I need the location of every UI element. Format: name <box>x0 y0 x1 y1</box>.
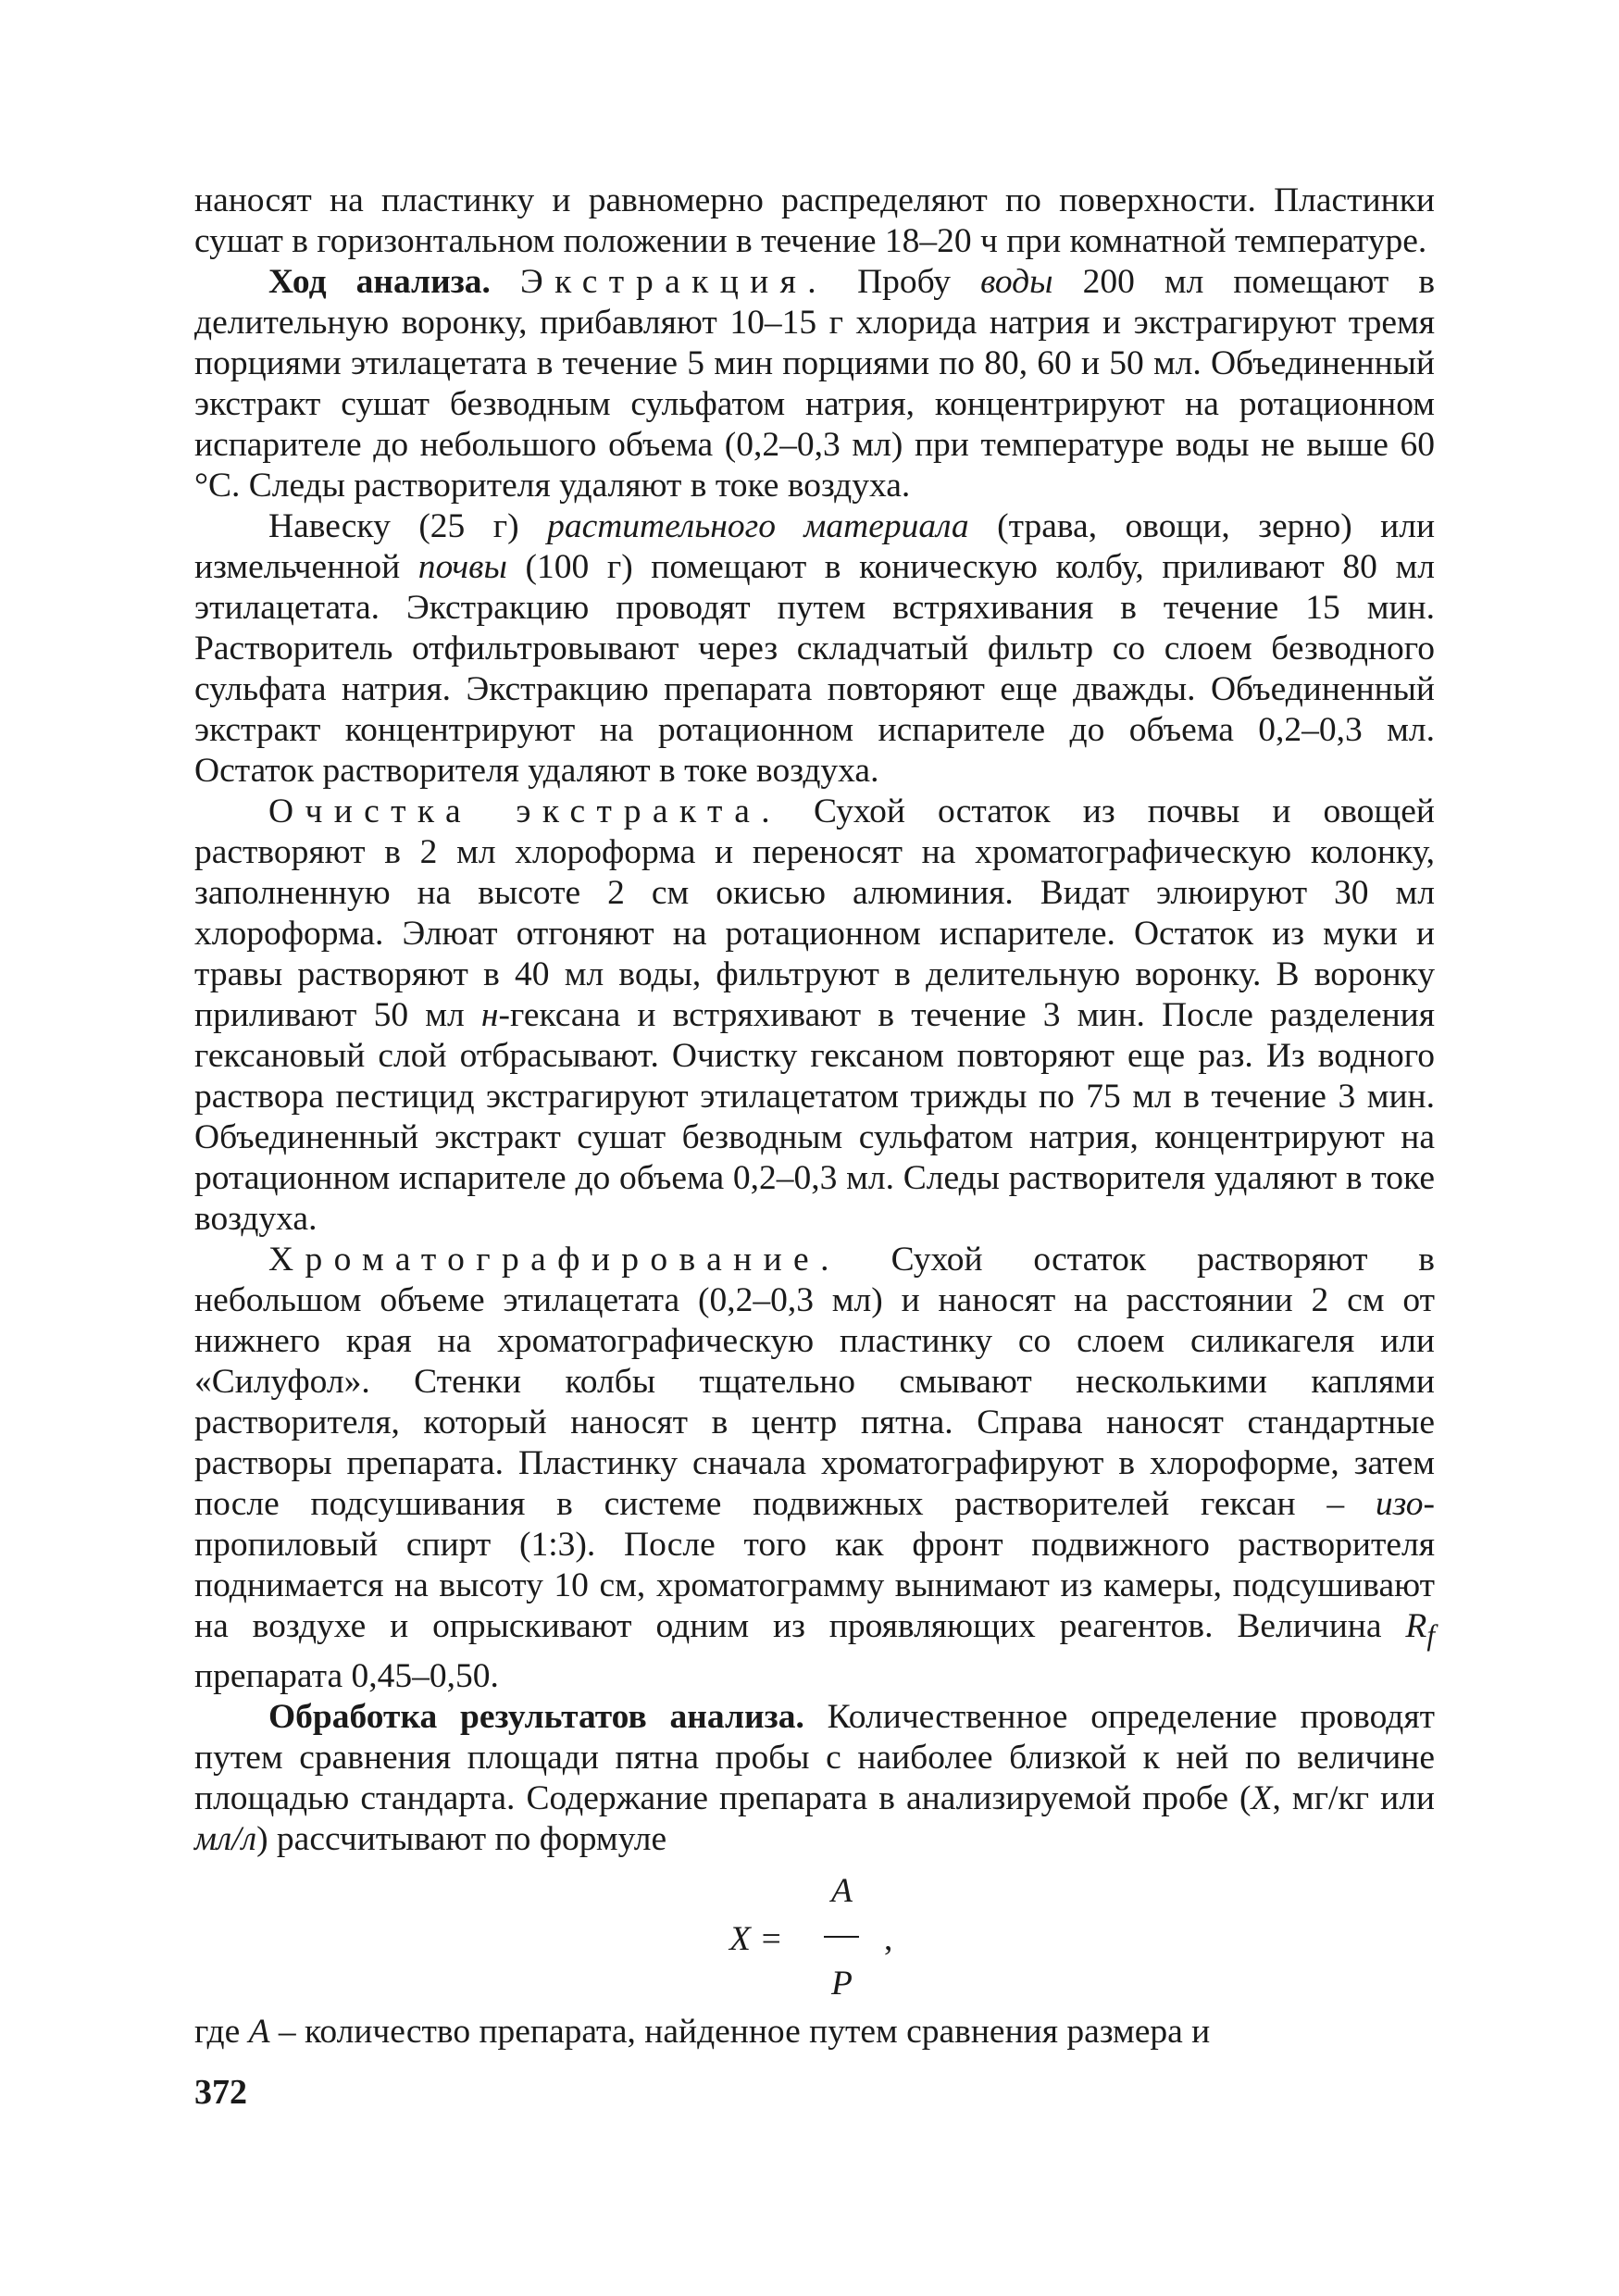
paragraph-continuation <box>194 181 1435 262</box>
subsection-heading: Экстракция. <box>519 263 828 301</box>
section-heading: Обработка результатов анализа. <box>268 1697 804 1736</box>
paragraph-text: Количественное определение проводят путем сравнения площади пятна пробы с наиболее близкой к ней по величине площадью стандарта. Содержание препарата в анализируемой пробе ( <box>194 1697 1436 1817</box>
paragraph-chromatography <box>194 1240 1435 1697</box>
italic-term: X <box>1251 1778 1273 1817</box>
formula-numerator: A <box>831 1871 853 1910</box>
paragraph-text: -гексана и встряхивают в течение 3 мин. После разделения гексановый слой отбрасывают. Очистку гексаном повторяют еще раз. Из водного раствора пестицид экстрагируют этилацетатом трижды по 75 мл в течение 3 мин. Объединенный экстракт сушат безводным сульфатом натрия, концентрируют на ротационном испарителе до объема 0,2–0,3 мл. Следы растворителя удаляют в токе воздуха. <box>194 996 1435 1238</box>
paragraph-text: – количество препарата, найденное путем сравнения размера и <box>278 2012 1211 2051</box>
formula <box>194 1867 1435 2006</box>
subsection-heading: Очистка экстракта. <box>268 792 781 830</box>
italic-term: изо <box>1375 1485 1424 1523</box>
paragraph-text: где <box>194 2012 241 2051</box>
paragraph-text: ) рассчитывают по формуле <box>256 1819 667 1858</box>
paragraph-text: -пропиловый спирт (1:3). После того как фронт подвижного растворителя поднимается на высоту 10 см, хроматограмму вынимают из камеры, подсушивают на воздухе и опрыскивают одним из проявляющих реагентов. Величина <box>194 1485 1435 1645</box>
paragraph-text: Сухой остаток растворяют в небольшом объеме этилацетата (0,2–0,3 мл) и наносят на расстоянии 2 см от нижнего края на хроматографическую пластинку со слоем силикагеля или «Силуфол». Стенки колбы тщательно смывают несколькими каплями растворителя, который наносят в центр пятна. Справа наносят стандартные растворы препарата. Пластинку сначала хроматографируют в хлороформе, затем после подсушивания в системе подвижных растворителей гексан – <box>194 1241 1436 1523</box>
italic-term: н <box>480 996 499 1034</box>
paragraph-extract-cleanup <box>194 792 1435 1240</box>
paragraph-text: , мг/кг или <box>1272 1778 1436 1817</box>
italic-term: воды <box>980 263 1053 301</box>
formula-lhs: X = <box>729 1919 783 1958</box>
paragraph-analysis-procedure <box>194 262 1435 506</box>
section-heading: Ход анализа. <box>268 263 491 301</box>
rf-symbol: $R_f$ <box>1405 1607 1435 1652</box>
italic-term: почвы <box>417 548 507 586</box>
italic-term: растительного материала <box>547 507 969 545</box>
paragraph-text: препарата 0,45–0,50. <box>194 1656 499 1695</box>
paragraph-text: (100 г) помещают в коническую колбу, приливают 80 мл этилацетата. Экстракцию проводят путем встряхивания в течение 15 мин. Растворитель отфильтровывают через складчатый фильтр со слоем безводного сульфата натрия. Экстракцию препарата повторяют еще дважды. Объединенный экстракт концентрируют на ротационном испарителе до объема 0,2–0,3 мл. Остаток растворителя удаляют в токе воздуха. <box>194 548 1435 790</box>
page-body <box>194 181 1435 2053</box>
paragraph-text: Навеску (25 г) <box>268 507 519 545</box>
italic-term: А <box>248 2012 270 2051</box>
formula-comma: , <box>884 1919 893 1958</box>
fraction-bar <box>824 1936 859 1938</box>
paragraph-plant-soil <box>194 506 1435 792</box>
italic-term: мл/л <box>194 1819 257 1858</box>
paragraph-text: (трава, овощи, зерно) или измельченной <box>194 507 1436 586</box>
paragraph-text: Пробу <box>857 263 952 301</box>
page-number: 372 <box>194 2073 247 2112</box>
paragraph-text: 200 мл помещают в делительную воронку, прибавляют 10–15 г хлорида натрия и экстрагируют тремя порциями этилацетата в течение 5 мин порциями по 80, 60 и 50 мл. Объединенный экстракт сушат безводным сульфатом натрия, концентрируют на ротационном испарителе до небольшого объема (0,2–0,3 мл) при температуре воды не выше 60 °С. Следы растворителя удаляют в токе воздуха. <box>194 263 1436 505</box>
paragraph-results-processing <box>194 1697 1435 1860</box>
paragraph-text: наносят на пластинку и равномерно распределяют по поверхности. Пластинки сушат в горизонтальном положении в течение 18–20 ч при комнатной температуре. <box>194 181 1435 260</box>
paragraph-text: Сухой остаток из почвы и овощей растворяют в 2 мл хлороформа и переносят на хроматографическую колонку, заполненную на высоте 2 см окисью алюминия. Видат элюируют 30 мл хлороформа. Элюат отгоняют на ротационном испарителе. Остаток из муки и травы растворяют в 40 мл воды, фильтруют в делительную воронку. В воронку приливают 50 мл <box>194 792 1435 1034</box>
formula-denominator: P <box>831 1964 853 2003</box>
paragraph-formula-legend <box>194 2012 1435 2053</box>
subsection-heading: Хроматографирование. <box>268 1241 841 1279</box>
